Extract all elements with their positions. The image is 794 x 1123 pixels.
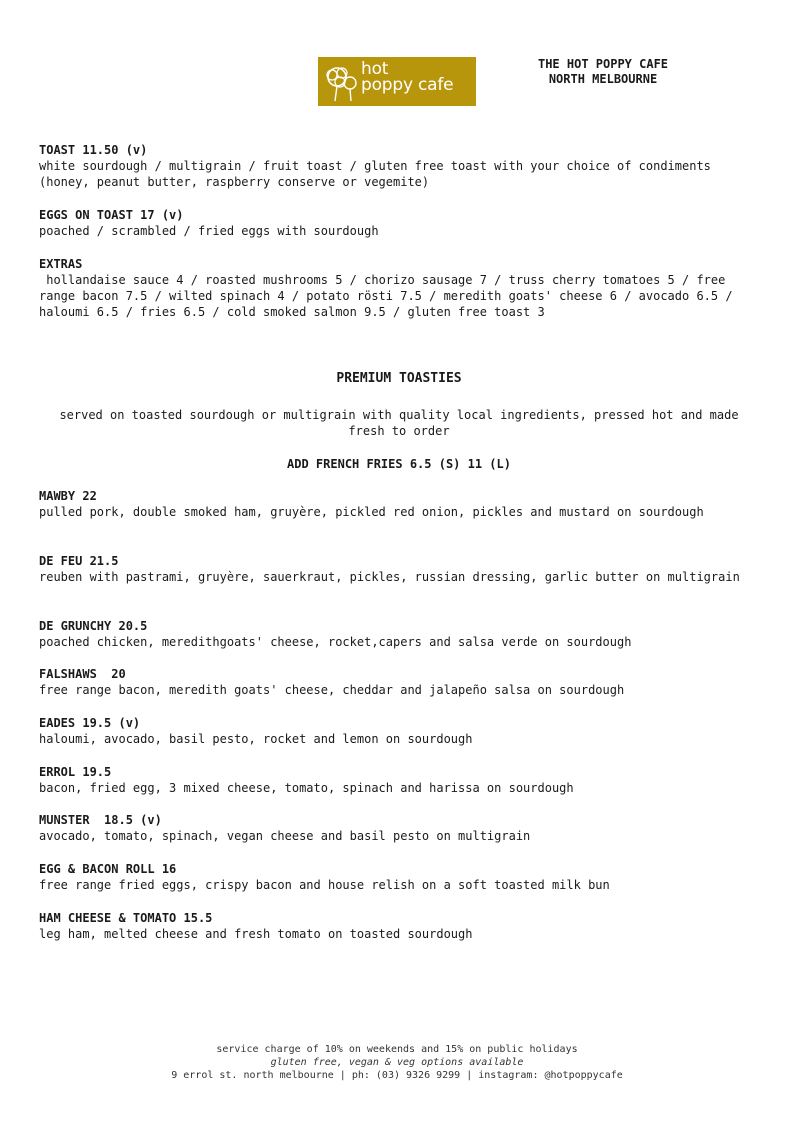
menu-item-mawby bbox=[39, 488, 759, 520]
menu-item-title: EGGS ON TOAST 17 (v) bbox=[39, 208, 184, 222]
menu-item-description: free range bacon, meredith goats' cheese, cheddar and jalapeño salsa on sourdough bbox=[39, 683, 625, 697]
cafe-location: NORTH MELBOURNE bbox=[548, 72, 658, 86]
logo-line-1: hot bbox=[361, 59, 389, 79]
menu-item-errol bbox=[39, 764, 759, 796]
service-charge-note: service charge of 10% on weekends and 15% on public holidays bbox=[216, 1044, 578, 1055]
menu-item-description: reuben with pastrami, gruyère, sauerkraut, pickles, russian dressing, garlic butter on multigrain bbox=[39, 570, 740, 584]
menu-item-de-feu bbox=[39, 553, 759, 585]
menu-item-description: bacon, fried egg, 3 mixed cheese, tomato, spinach and harissa on sourdough bbox=[39, 781, 574, 795]
menu-item-eggs-on-toast bbox=[39, 207, 759, 239]
poppy-flower-icon bbox=[320, 61, 360, 103]
menu-item-title: MAWBY 22 bbox=[39, 489, 97, 503]
menu-item-falshaws bbox=[39, 666, 759, 698]
menu-item-title: ERROL 19.5 bbox=[39, 765, 112, 779]
menu-item-description: avocado, tomato, spinach, vegan cheese and basil pesto on multigrain bbox=[39, 829, 531, 843]
menu-item-description: leg ham, melted cheese and fresh tomato on toasted sourdough bbox=[39, 927, 473, 941]
contact-info: 9 errol st. north melbourne | ph: (03) 9326 9299 | instagram: @hotpoppycafe bbox=[171, 1070, 623, 1081]
menu-item-title: TOAST 11.50 (v) bbox=[39, 143, 148, 157]
menu-item-ham-cheese-tomato bbox=[39, 910, 759, 942]
menu-item-title: MUNSTER 18.5 (v) bbox=[39, 813, 162, 827]
section-intro: served on toasted sourdough or multigrain with quality local ingredients, pressed hot and made fresh to order bbox=[59, 408, 739, 438]
dietary-options-note: gluten free, vegan & veg options available bbox=[270, 1057, 524, 1068]
menu-item-description: pulled pork, double smoked ham, gruyère, pickled red onion, pickles and mustard on sourdough bbox=[39, 505, 704, 519]
menu-item-title: FALSHAWS 20 bbox=[39, 667, 126, 681]
menu-item-description: poached chicken, meredithgoats' cheese, rocket,capers and salsa verde on sourdough bbox=[39, 635, 632, 649]
logo-line-2: poppy cafe bbox=[361, 75, 454, 95]
cafe-logo bbox=[318, 57, 476, 106]
menu-item-toast bbox=[39, 142, 759, 190]
menu-item-title: HAM CHEESE & TOMATO 15.5 bbox=[39, 911, 213, 925]
logo-wordmark bbox=[361, 61, 453, 93]
cafe-header bbox=[500, 57, 706, 87]
menu-item-extras bbox=[39, 256, 759, 320]
cafe-name: THE HOT POPPY CAFE bbox=[537, 57, 669, 71]
menu-item-title: DE GRUNCHY 20.5 bbox=[39, 619, 148, 633]
section-title: PREMIUM TOASTIES bbox=[336, 371, 462, 386]
menu-item-title: EXTRAS bbox=[39, 257, 83, 271]
menu-item-title: DE FEU 21.5 bbox=[39, 554, 119, 568]
footer bbox=[39, 1043, 755, 1082]
menu-item-title: EADES 19.5 (v) bbox=[39, 716, 141, 730]
menu-item-description: haloumi, avocado, basil pesto, rocket and lemon on sourdough bbox=[39, 732, 473, 746]
menu-item-de-grunchy bbox=[39, 618, 759, 650]
menu-item-eades bbox=[39, 715, 759, 747]
menu-item-description: free range fried eggs, crispy bacon and house relish on a soft toasted milk bun bbox=[39, 878, 610, 892]
menu-item-description: poached / scrambled / fried eggs with sourdough bbox=[39, 224, 379, 238]
menu-item-description: hollandaise sauce 4 / roasted mushrooms 5 / chorizo sausage 7 / truss cherry tomatoes 5 / free range bacon 7.5 / wilted spinach 4 / potato rösti 7.5 / meredith goats' cheese 6 / avocado 6.5 / haloumi 6.5 / fries 6.5 / cold smoked salmon 9.5 / gluten free toast 3 bbox=[39, 273, 740, 319]
menu-item-egg-bacon-roll bbox=[39, 861, 759, 893]
menu-item-title: EGG & BACON ROLL 16 bbox=[39, 862, 177, 876]
add-fries-note: ADD FRENCH FRIES 6.5 (S) 11 (L) bbox=[287, 457, 511, 471]
menu-item-description: white sourdough / multigrain / fruit toast / gluten free toast with your choice of condiments (honey, peanut butter, raspberry conserve or vegemite) bbox=[39, 159, 711, 189]
menu-item-munster bbox=[39, 812, 759, 844]
